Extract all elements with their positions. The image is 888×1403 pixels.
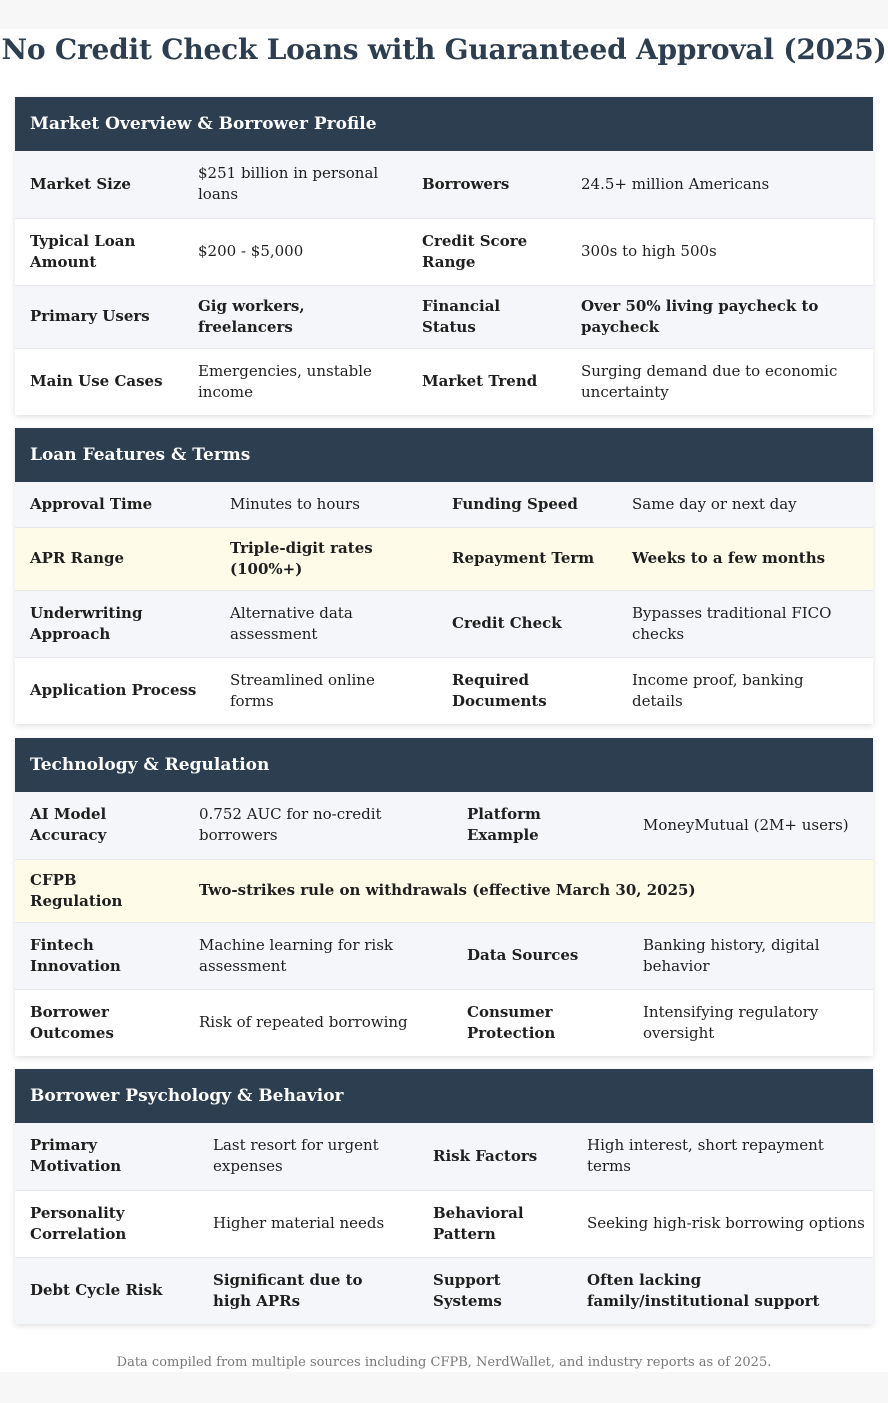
section-loan-features bbox=[15, 428, 873, 724]
row-label: APR Range bbox=[15, 527, 215, 590]
row-value: Gig workers, freelancers bbox=[183, 285, 407, 348]
row-label: Borrower Outcomes bbox=[15, 989, 184, 1056]
table-row bbox=[15, 151, 873, 218]
section-header: Market Overview & Borrower Profile bbox=[15, 97, 873, 151]
table-row bbox=[15, 657, 873, 724]
row-value: Alternative data assessment bbox=[215, 590, 437, 657]
table-row bbox=[15, 348, 873, 415]
row-label: Debt Cycle Risk bbox=[15, 1257, 198, 1324]
section-table bbox=[15, 482, 873, 724]
row-label: Behavioral Pattern bbox=[418, 1190, 572, 1257]
row-value: $251 billion in personal loans bbox=[183, 151, 407, 218]
row-value: $200 - $5,000 bbox=[183, 218, 407, 285]
row-label: Risk Factors bbox=[418, 1123, 572, 1190]
row-label: Main Use Cases bbox=[15, 348, 183, 415]
row-value: 24.5+ million Americans bbox=[566, 151, 873, 218]
row-label: Fintech Innovation bbox=[15, 922, 184, 989]
section-borrower-psychology bbox=[15, 1069, 873, 1324]
section-header: Borrower Psychology & Behavior bbox=[15, 1069, 873, 1123]
row-label: Approval Time bbox=[15, 482, 215, 527]
row-value: Bypasses traditional FICO checks bbox=[617, 590, 873, 657]
row-label: Credit Check bbox=[437, 590, 617, 657]
row-value: Income proof, banking details bbox=[617, 657, 873, 724]
row-value: Same day or next day bbox=[617, 482, 873, 527]
section-table bbox=[15, 151, 873, 415]
table-row bbox=[15, 922, 873, 989]
table-row bbox=[15, 1257, 873, 1324]
table-row bbox=[15, 218, 873, 285]
row-label: Repayment Term bbox=[437, 527, 617, 590]
section-table bbox=[15, 792, 873, 1056]
row-label: CFPB Regulation bbox=[15, 859, 184, 922]
table-row bbox=[15, 1190, 873, 1257]
footer-note: Data compiled from multiple sources including CFPB, NerdWallet, and industry reports as of 2025. bbox=[116, 1355, 772, 1370]
row-label: Platform Example bbox=[452, 792, 628, 859]
row-value: Minutes to hours bbox=[215, 482, 437, 527]
row-label: Financial Status bbox=[407, 285, 566, 348]
table-row bbox=[15, 792, 873, 859]
table-row bbox=[15, 989, 873, 1056]
row-label: Primary Users bbox=[15, 285, 183, 348]
section-market-overview bbox=[15, 97, 873, 415]
section-header: Loan Features & Terms bbox=[15, 428, 873, 482]
row-label: Underwriting Approach bbox=[15, 590, 215, 657]
row-label: Credit Score Range bbox=[407, 218, 566, 285]
row-value: Risk of repeated borrowing bbox=[184, 989, 452, 1056]
row-value: Emergencies, unstable income bbox=[183, 348, 407, 415]
table-row bbox=[15, 482, 873, 527]
row-value: High interest, short repayment terms bbox=[572, 1123, 873, 1190]
row-value: Weeks to a few months bbox=[617, 527, 873, 590]
row-value: Intensifying regulatory oversight bbox=[628, 989, 873, 1056]
row-label: Application Process bbox=[15, 657, 215, 724]
row-value: Two-strikes rule on withdrawals (effective March 30, 2025) bbox=[184, 859, 873, 922]
row-label: Typical Loan Amount bbox=[15, 218, 183, 285]
page bbox=[0, 29, 888, 1372]
table-row bbox=[15, 527, 873, 590]
section-header: Technology & Regulation bbox=[15, 738, 873, 792]
row-label: Personality Correlation bbox=[15, 1190, 198, 1257]
row-value: Streamlined online forms bbox=[215, 657, 437, 724]
row-label: AI Model Accuracy bbox=[15, 792, 184, 859]
table-row bbox=[15, 1123, 873, 1190]
row-value: MoneyMutual (2M+ users) bbox=[628, 792, 873, 859]
row-value: Over 50% living paycheck to paycheck bbox=[566, 285, 873, 348]
row-value: Banking history, digital behavior bbox=[628, 922, 873, 989]
row-value: Machine learning for risk assessment bbox=[184, 922, 452, 989]
row-label: Borrowers bbox=[407, 151, 566, 218]
row-value: 0.752 AUC for no-credit borrowers bbox=[184, 792, 452, 859]
row-label: Support Systems bbox=[418, 1257, 572, 1324]
table-row bbox=[15, 859, 873, 922]
table-row bbox=[15, 590, 873, 657]
row-value: Significant due to high APRs bbox=[198, 1257, 418, 1324]
row-label: Required Documents bbox=[437, 657, 617, 724]
row-label: Consumer Protection bbox=[452, 989, 628, 1056]
page-title: No Credit Check Loans with Guaranteed Approval (2025) bbox=[1, 33, 887, 66]
section-technology-regulation bbox=[15, 738, 873, 1056]
row-value: Last resort for urgent expenses bbox=[198, 1123, 418, 1190]
row-label: Primary Motivation bbox=[15, 1123, 198, 1190]
row-label: Funding Speed bbox=[437, 482, 617, 527]
row-value: Seeking high-risk borrowing options bbox=[572, 1190, 873, 1257]
row-label: Market Size bbox=[15, 151, 183, 218]
table-row bbox=[15, 285, 873, 348]
row-value: Surging demand due to economic uncertainty bbox=[566, 348, 873, 415]
row-value: 300s to high 500s bbox=[566, 218, 873, 285]
section-table bbox=[15, 1123, 873, 1324]
row-value: Often lacking family/institutional support bbox=[572, 1257, 873, 1324]
row-label: Data Sources bbox=[452, 922, 628, 989]
row-label: Market Trend bbox=[407, 348, 566, 415]
row-value: Higher material needs bbox=[198, 1190, 418, 1257]
row-value: Triple-digit rates (100%+) bbox=[215, 527, 437, 590]
